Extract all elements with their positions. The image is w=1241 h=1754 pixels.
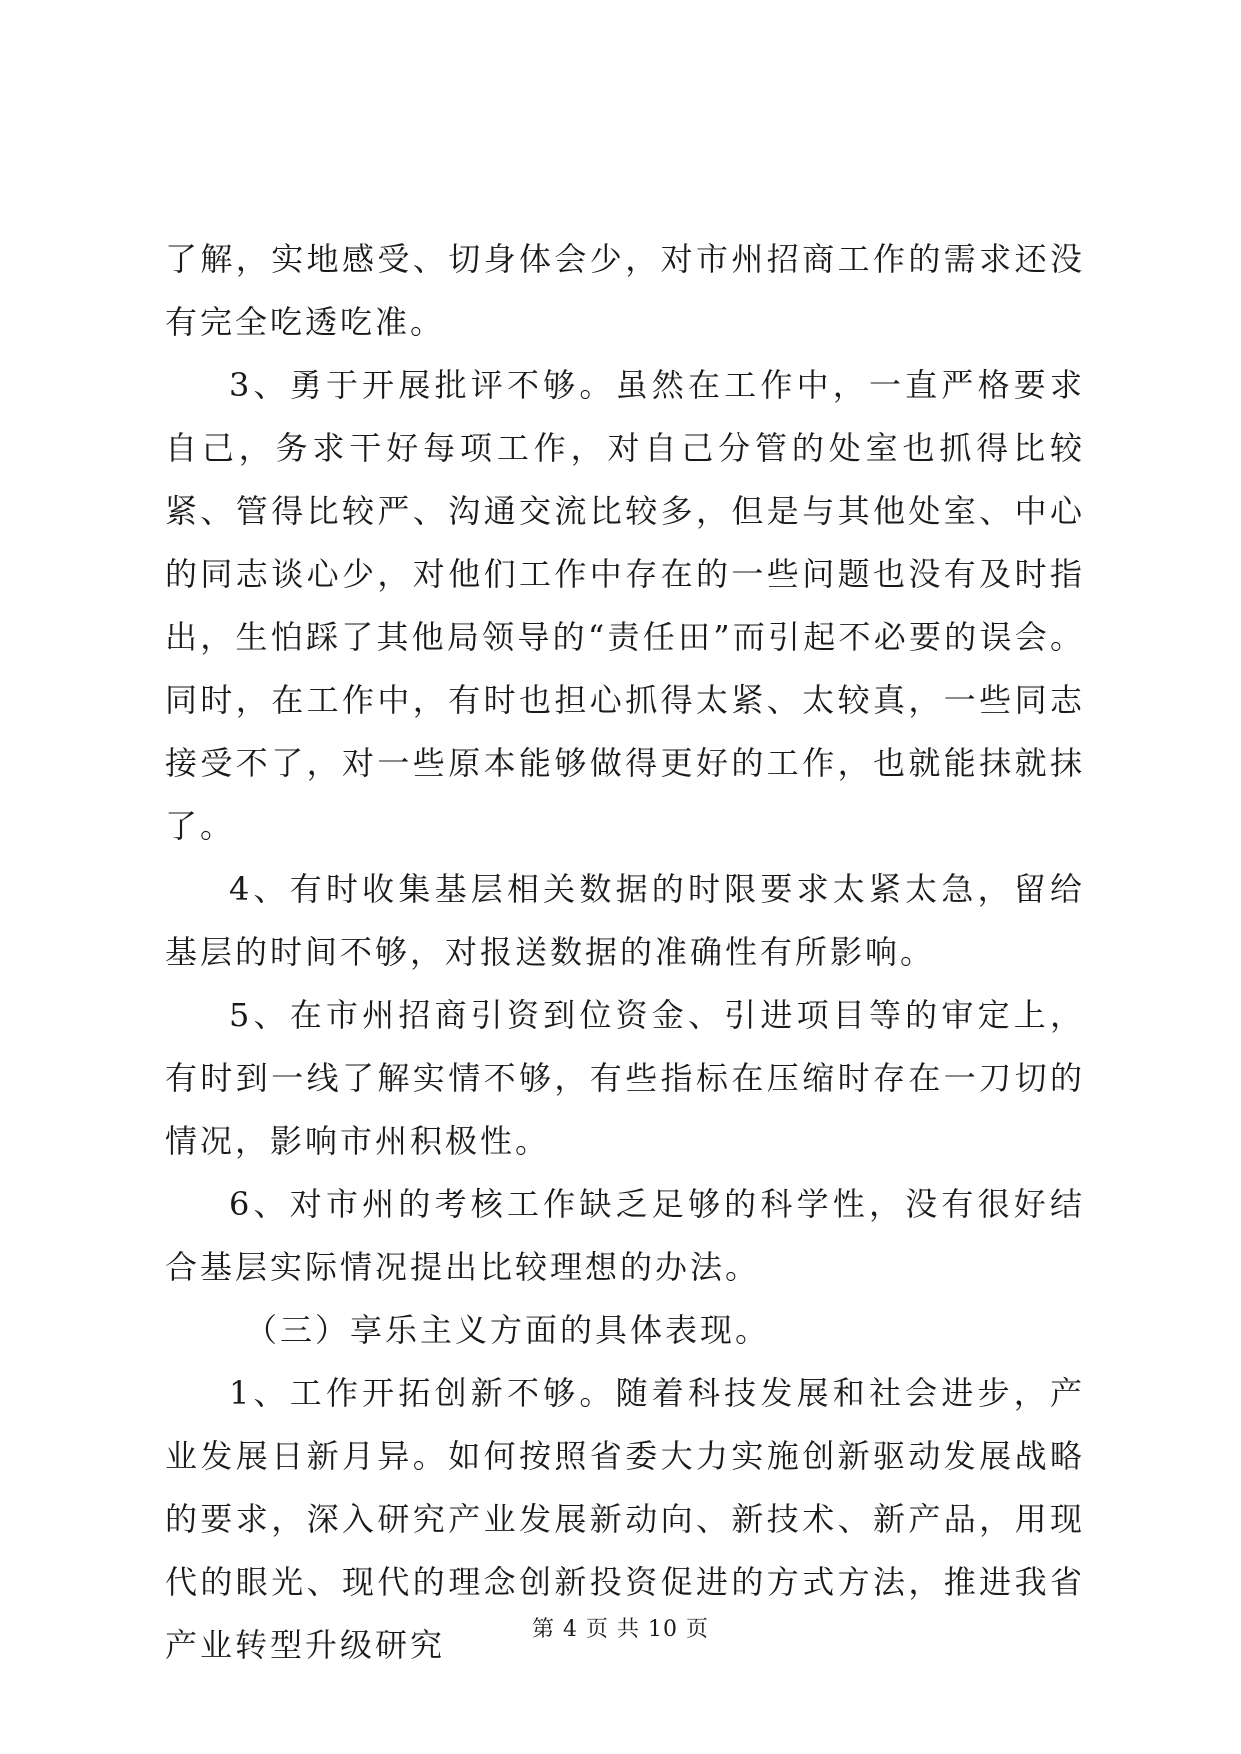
paragraph-item-5: 5、在市州招商引资到位资金、引进项目等的审定上，有时到一线了解实情不够，有些指标在压缩时存在一刀切的情况，影响市州积极性。	[165, 996, 1085, 1160]
page-footer	[0, 1612, 1241, 1643]
paragraph-item-6: 6、对市州的考核工作缺乏足够的科学性，没有很好结合基层实际情况提出比较理想的办法。	[165, 1185, 1085, 1286]
section-heading: （三）享乐主义方面的具体表现。	[245, 1311, 771, 1349]
paragraph-continued: 了解，实地感受、切身体会少，对市州招商工作的需求还没有完全吃透吃准。	[165, 240, 1085, 341]
paragraph-item-4: 4、有时收集基层相关数据的时限要求太紧太急，留给基层的时间不够，对报送数据的准确性有所影响。	[165, 870, 1085, 971]
page-number-label: 第 4 页 共 10 页	[532, 1617, 709, 1642]
body-text	[165, 228, 1085, 1677]
paragraph-item-1: 1、工作开拓创新不够。随着科技发展和社会进步，产业发展日新月异。如何按照省委大力实施创新驱动发展战略的要求，深入研究产业发展新动向、新技术、新产品，用现代的眼光、现代的理念创新投资促进的方式方法，推进我省产业转型升级研究	[165, 1374, 1085, 1664]
paragraph-item-3: 3、勇于开展批评不够。虽然在工作中，一直严格要求自己，务求干好每项工作，对自己分管的处室也抓得比较紧、管得比较严、沟通交流比较多，但是与其他处室、中心的同志谈心少，对他们工作中存在的一些问题也没有及时指出，生怕踩了其他局领导的“责任田”而引起不必要的误会。同时，在工作中，有时也担心抓得太紧、太较真，一些同志接受不了，对一些原本能够做得更好的工作，也就能抹就抹了。	[165, 366, 1085, 845]
